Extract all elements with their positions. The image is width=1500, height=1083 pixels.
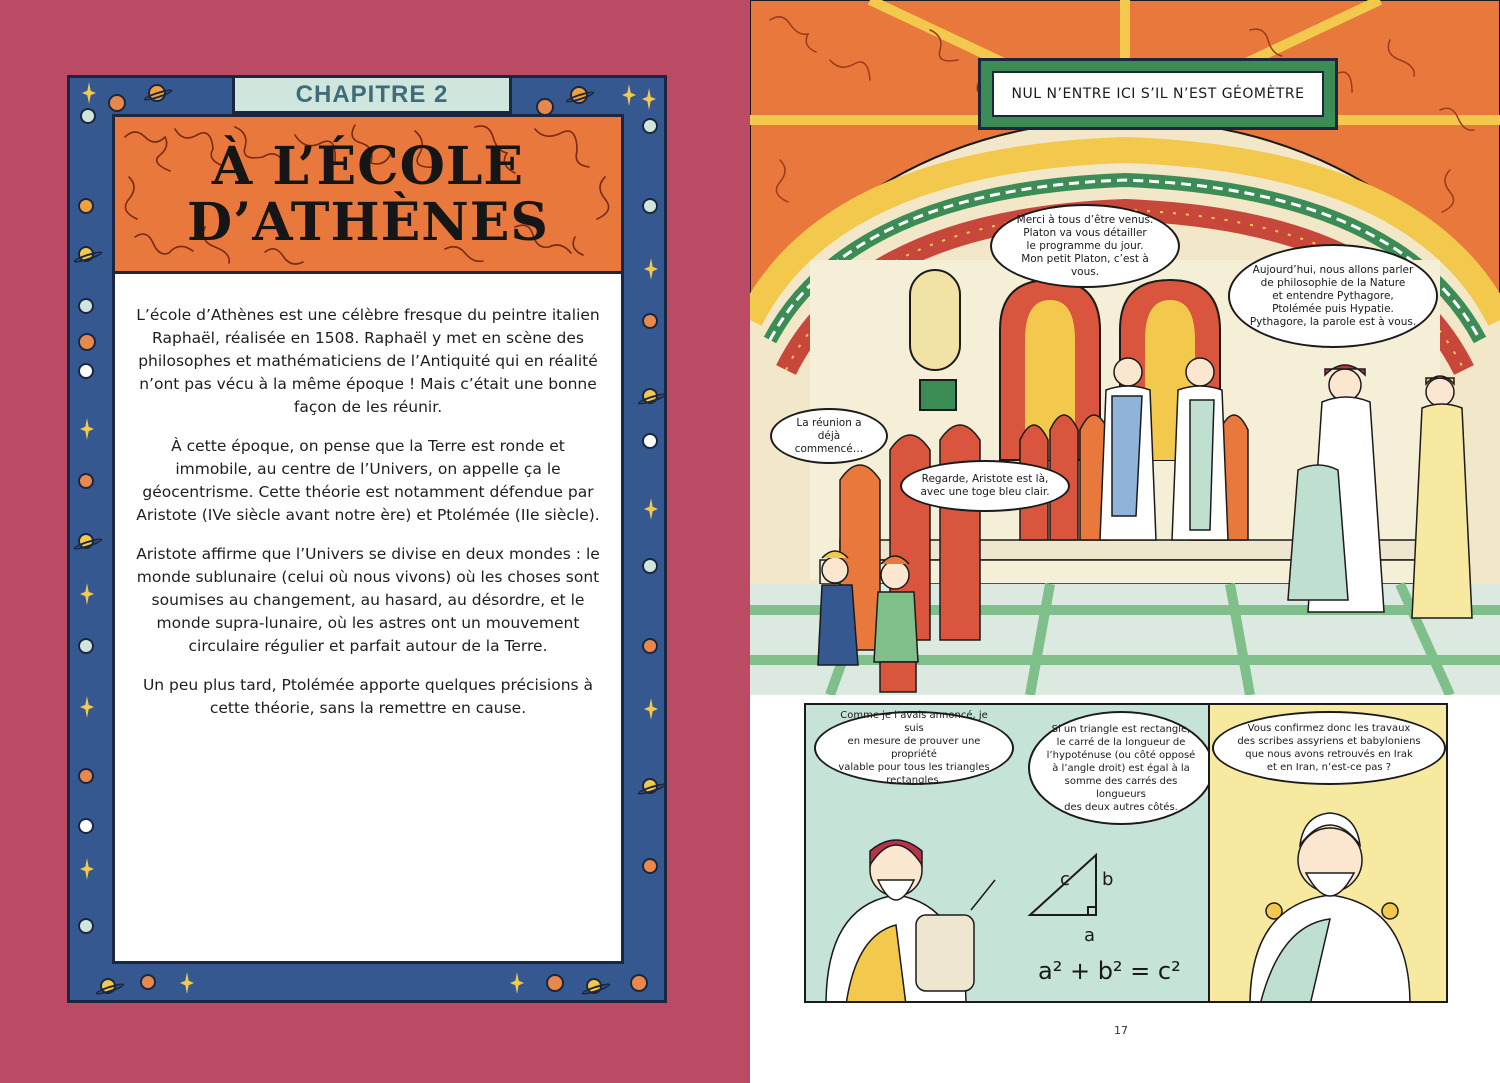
- star-icon: [510, 972, 524, 994]
- planet-icon: [546, 974, 564, 992]
- star-icon: [80, 858, 94, 880]
- planet-icon: [642, 858, 658, 874]
- planet-icon: [78, 363, 94, 379]
- planet-icon: [642, 558, 658, 574]
- intro-paragraph: Un peu plus tard, Ptolémée apporte quelques précisions à cette théorie, sans la remettre en cause.: [142, 676, 594, 717]
- planet-icon: [642, 313, 658, 329]
- planet-icon: [78, 473, 94, 489]
- triangle-label-a: a: [1084, 925, 1096, 946]
- chapter-title: [115, 136, 621, 253]
- planet-icon: [642, 433, 658, 449]
- speech-bubble-confirm: Vous confirmez donc les travaux des scribes assyriens et babyloniens que nous avons retrouvés en Irak et en Iran, n’est-ce pas ?: [1212, 711, 1446, 785]
- page-number: 17: [1114, 1024, 1128, 1037]
- star-icon: [622, 84, 636, 106]
- star-icon: [644, 698, 658, 720]
- planet-icon: [78, 818, 94, 834]
- planet-icon: [148, 84, 166, 102]
- speech-bubble-announced: Comme je l’avais annoncé, je suis en mesure de prouver une propriété valable pour tous les triangles rectangles.: [814, 711, 1014, 785]
- planet-icon: [78, 246, 94, 262]
- right-page: [750, 0, 1500, 1083]
- speech-bubble-theorem: Si un triangle est rectangle, le carré de la longueur de l’hypoténuse (ou côté opposé à l’angle droit) est égal à la somme des carrés des longueurs des deux autres côtés.: [1028, 711, 1214, 825]
- speech-bubble-today: Aujourd’hui, nous allons parler de philosophie de la Nature et entendre Pythagore, Ptolémée puis Hypatie. Pythagore, la parole est à vous.: [1228, 244, 1438, 348]
- star-icon: [644, 258, 658, 280]
- speech-bubble-welcome: Merci à tous d’être venus. Platon va vous détailler le programme du jour. Mon petit Platon, c’est à vous.: [990, 204, 1180, 288]
- star-icon: [80, 696, 94, 718]
- intro-paragraph: Aristote affirme que l’Univers se divise en deux mondes : le monde sublunaire (celui où nous vivons) où les choses sont soumises au changement, au hasard, au désordre, et le monde supra-lunaire, où les astres ont un mouvement circulaire régulier et parfait autour de la Terre.: [136, 545, 600, 655]
- planet-icon: [642, 198, 658, 214]
- planet-icon: [78, 768, 94, 784]
- intro-paragraph: L’école d’Athènes est une célèbre fresque du peintre italien Raphaël, réalisée en 1508. Raphaël y met en scène des philosophes et mathématiciens de l’Antiquité qui en réalité n’ont pas vécu à la même époque ! Mais c’était une bonne façon de les réunir.: [136, 306, 600, 416]
- chapter-label: CHAPITRE 2: [232, 78, 512, 114]
- star-icon: [180, 972, 194, 994]
- planet-icon: [642, 778, 658, 794]
- planet-icon: [586, 978, 602, 994]
- motto-text: NUL N’ENTRE ICI S’IL N’EST GÉOMÈTRE: [992, 71, 1324, 117]
- ptolemy-panel: [1208, 703, 1448, 1003]
- planet-icon: [630, 974, 648, 992]
- pythagoras-panel: [804, 703, 1214, 1003]
- star-icon: [644, 498, 658, 520]
- chapter-title-line-2: D’ATHÈNES: [187, 192, 549, 253]
- star-icon: [80, 583, 94, 605]
- star-icon: [82, 82, 96, 104]
- chapter-title-line-1: À L’ÉCOLE: [211, 136, 525, 197]
- star-icon: [80, 418, 94, 440]
- planet-icon: [78, 533, 94, 549]
- planet-icon: [108, 94, 126, 112]
- planet-icon: [78, 333, 96, 351]
- planet-icon: [642, 118, 658, 134]
- athens-scene-panel: [750, 0, 1500, 695]
- intro-text-box: [112, 271, 624, 964]
- triangle-label-c: c: [1060, 869, 1070, 890]
- pythagorean-formula: a² + b² = c²: [1038, 957, 1181, 985]
- planet-icon: [78, 298, 94, 314]
- planet-icon: [642, 388, 658, 404]
- planet-icon: [78, 918, 94, 934]
- planet-icon: [570, 86, 588, 104]
- star-icon: [642, 88, 656, 110]
- speech-bubble-started: La réunion a déjà commencé…: [770, 408, 888, 464]
- triangle-label-b: b: [1102, 869, 1114, 890]
- intro-paragraph: À cette époque, on pense que la Terre est ronde et immobile, au centre de l’Univers, on appelle ça le géocentrisme. Cette théorie est notamment défendue par Aristote (IVe siècle avant notre ère) et Ptolémée (IIe siècle).: [136, 437, 600, 524]
- planet-icon: [80, 108, 96, 124]
- planet-icon: [642, 638, 658, 654]
- planet-icon: [78, 198, 94, 214]
- chapter-title-box: [112, 114, 624, 274]
- planet-icon: [140, 974, 156, 990]
- speech-bubble-look: Regarde, Aristote est là, avec une toge bleu clair.: [900, 460, 1070, 512]
- chapter-frame: [67, 75, 667, 1003]
- planet-icon: [78, 638, 94, 654]
- motto-plaque: [978, 58, 1338, 130]
- planet-icon: [100, 978, 116, 994]
